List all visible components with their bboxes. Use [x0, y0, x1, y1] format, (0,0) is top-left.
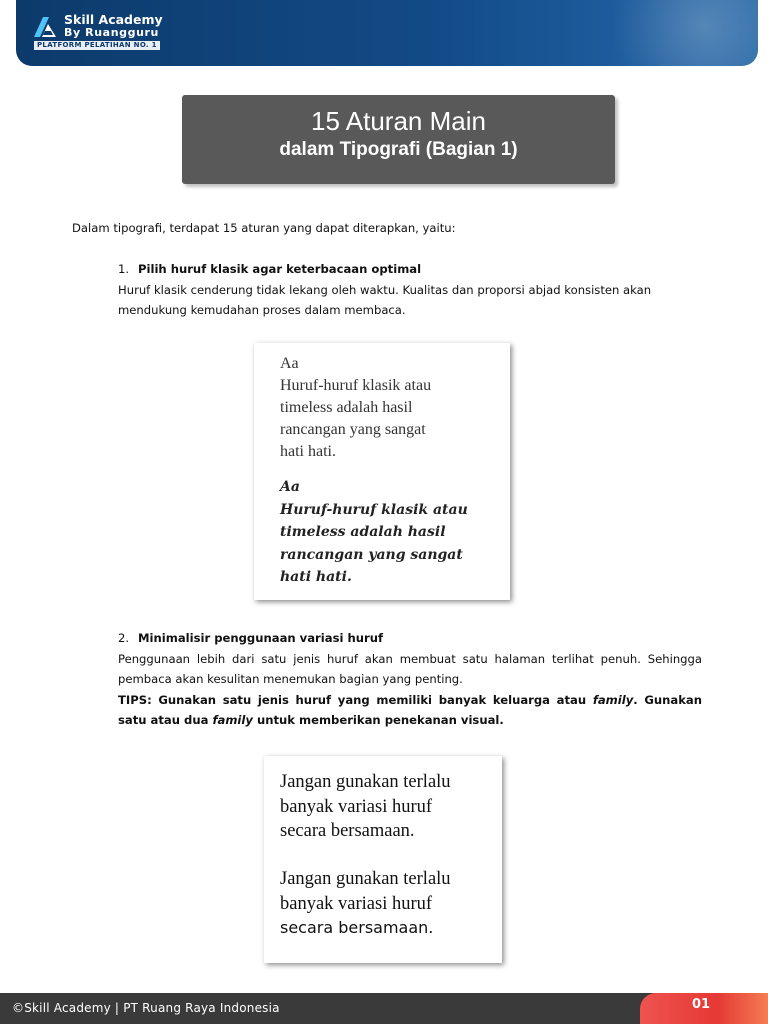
brand-name: Skill Academy — [64, 12, 163, 27]
tips-emphasis: family — [212, 713, 253, 727]
sample-line: banyak variasi huruf — [280, 893, 433, 914]
serif-line: timeless adalah hasil — [280, 399, 413, 416]
section-1-body: Huruf klasik cenderung tidak lekang oleh waktu. Kualitas dan proporsi abjad konsisten akan mendukung kemudahan proses dalam membaca. — [118, 282, 652, 317]
serif-sample-text — [280, 353, 505, 463]
brand-tagline: PLATFORM PELATIHAN NO. 1 — [34, 41, 160, 50]
serif-line: hati hati. — [280, 443, 336, 460]
page-title: 15 Aturan Main — [311, 106, 486, 136]
tips-emphasis: family — [592, 692, 634, 707]
serif-line: rancangan yang sangat — [280, 421, 426, 438]
section-1-title: Pilih huruf klasik agar keterbacaan optimal — [138, 262, 422, 276]
page-number: 01 — [692, 997, 711, 1012]
tips-text: untuk memberikan penekanan visual. — [252, 713, 504, 727]
script-line: Huruf-huruf klasik atau — [280, 501, 468, 518]
section-1-number: 1. — [118, 262, 130, 276]
footer-copyright: ©Skill Academy | PT Ruang Raya Indonesia — [12, 1001, 280, 1015]
script-line: Aa — [280, 479, 300, 495]
sample-line: secara bersamaan. — [280, 918, 434, 937]
sample-line: secara bersamaan. — [280, 821, 415, 841]
uniform-font-sample — [280, 770, 495, 844]
serif-line: Aa — [280, 355, 299, 372]
serif-line: Huruf-huruf klasik atau — [280, 377, 432, 394]
script-line: timeless adalah hasil — [280, 524, 446, 540]
script-line: rancangan yang sangat — [280, 546, 463, 563]
section-2-title: Minimalisir penggunaan variasi huruf — [138, 631, 384, 645]
section-2-heading — [118, 628, 702, 649]
classic-font-sample-image — [254, 343, 510, 600]
sample-line: Jangan gunakan terlalu — [280, 869, 451, 889]
footer — [0, 993, 768, 1024]
section-1 — [118, 259, 702, 321]
section-1-heading — [118, 259, 702, 280]
section-2-body: Penggunaan lebih dari satu jenis huruf akan membuat satu halaman terlihat penuh. Sehingga pembaca akan kesulitan menemukan bagian yang penting. — [118, 651, 702, 686]
header-banner — [16, 0, 758, 66]
intro-text: Dalam tipografi, terdapat 15 aturan yang dapat diterapkan, yaitu: — [72, 221, 456, 235]
section-2 — [118, 628, 702, 731]
script-sample-text — [280, 476, 508, 589]
page-subtitle: dalam Tipografi (Bagian 1) — [279, 139, 518, 160]
sample-line: banyak variasi huruf — [280, 796, 433, 817]
tips-text: TIPS: Gunakan satu jenis huruf yang memiliki banyak keluarga atau — [118, 692, 593, 707]
skill-academy-logo-icon — [32, 15, 58, 39]
mixed-font-sample — [280, 867, 495, 941]
section-2-number: 2. — [118, 631, 130, 645]
script-line: hati hati. — [280, 569, 352, 585]
title-box — [182, 95, 615, 184]
font-variation-sample-image — [264, 756, 502, 963]
banner-decoration — [578, 0, 758, 66]
page-number-tab — [640, 993, 768, 1024]
tips-text: . Gunakan satu atau dua — [118, 692, 703, 727]
sample-line: Jangan gunakan terlalu — [280, 772, 451, 792]
section-2-tips — [118, 690, 702, 731]
brand-sub: By Ruangguru — [64, 26, 159, 39]
